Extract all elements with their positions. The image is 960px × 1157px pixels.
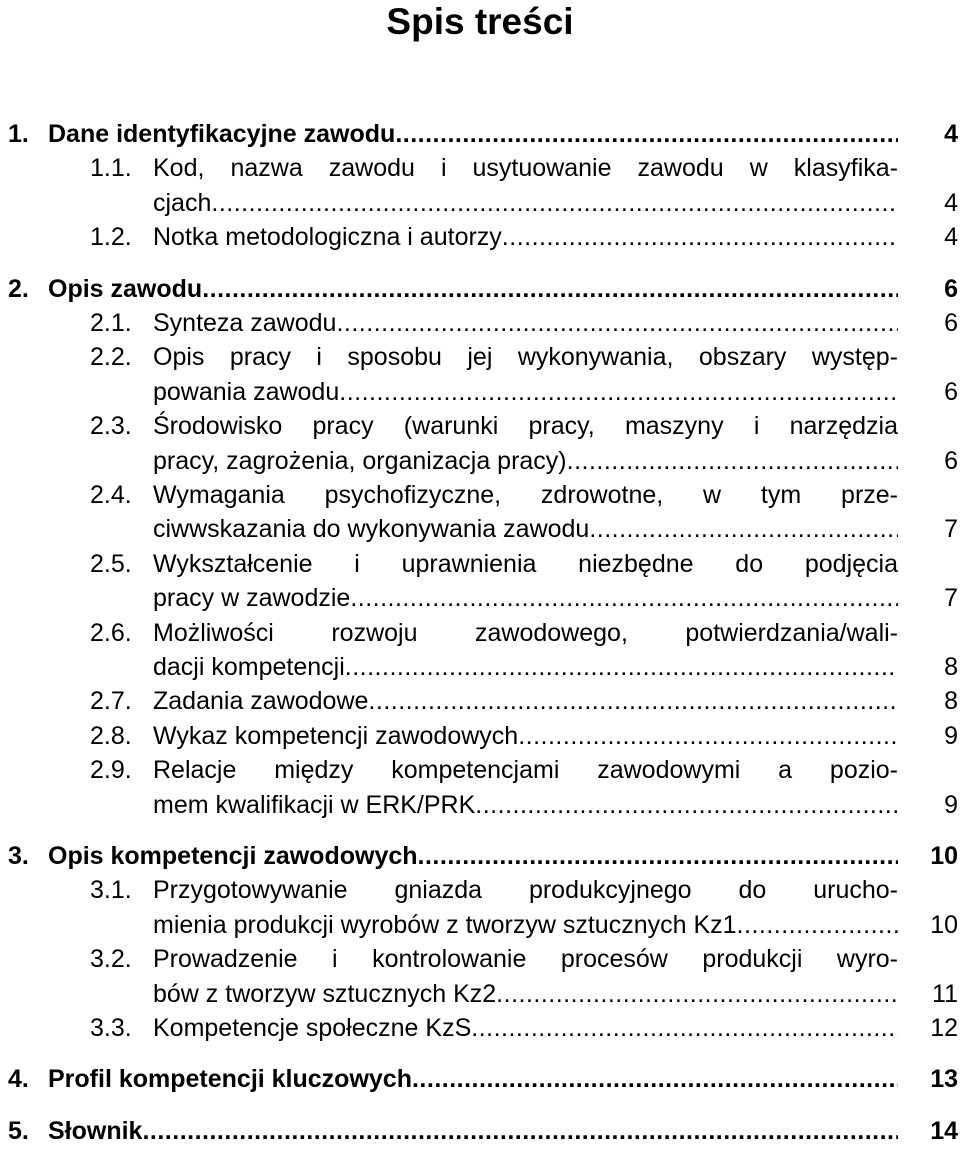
toc-entry-text: Relacje między kompetencjami zawodowymi a pozio- xyxy=(153,756,898,785)
toc-entry-number: 2. xyxy=(8,274,29,303)
toc-entry-number: 2.6. xyxy=(90,618,132,647)
toc-entry-title[interactable] xyxy=(153,219,898,255)
toc-page-number: 7 xyxy=(944,515,958,544)
dot-leader xyxy=(395,116,898,152)
toc-entry-number: 2.1. xyxy=(90,309,132,337)
toc-entry-text: pracy w zawodzie xyxy=(153,584,351,613)
toc-page-number: 7 xyxy=(944,584,958,613)
toc-subsection-line xyxy=(0,546,960,582)
toc-subsection-line xyxy=(0,941,960,977)
toc-entry-number: 3.3. xyxy=(90,1014,132,1042)
dot-leader xyxy=(518,718,898,754)
toc-subsection-line xyxy=(0,580,960,616)
dot-leader xyxy=(567,443,898,479)
toc-entry-number: 4. xyxy=(8,1065,29,1094)
toc-page-number: 13 xyxy=(930,1065,958,1094)
toc-subsection-line xyxy=(0,752,960,788)
toc-section-line xyxy=(0,838,960,874)
toc-page-number: 8 xyxy=(944,653,958,681)
dot-leader xyxy=(412,1061,898,1097)
page-title: Spis treści xyxy=(386,1,574,42)
toc-section-line xyxy=(0,116,960,152)
toc-subsection-line xyxy=(0,511,960,547)
toc-entry-number: 2.3. xyxy=(90,412,132,441)
toc-entry-number: 2.5. xyxy=(90,549,132,578)
toc-section-line xyxy=(0,1061,960,1097)
toc-subsection-line xyxy=(0,408,960,444)
toc-page-number: 8 xyxy=(944,687,958,716)
toc-page-number: 9 xyxy=(944,790,958,819)
toc-entry-title[interactable] xyxy=(153,1010,898,1046)
toc-entry-title[interactable] xyxy=(153,580,898,616)
toc-entry-text: Opis zawodu xyxy=(48,274,203,303)
dot-leader xyxy=(345,649,898,685)
toc-page-number: 6 xyxy=(944,377,958,406)
dot-leader xyxy=(368,683,898,719)
toc-entry-number: 3.2. xyxy=(90,945,132,974)
toc-entry-number: 2.4. xyxy=(90,481,132,509)
toc-entry-text: Kompetencje społeczne KzS xyxy=(153,1014,472,1042)
toc-entry-text: Opis kompetencji zawodowych xyxy=(48,842,418,870)
toc-entry-text: Przygotowywanie gniazda produkcyjnego do urucho- xyxy=(153,876,898,905)
toc-entry-number: 3.1. xyxy=(90,876,132,905)
toc-entry-number: 1. xyxy=(8,120,29,148)
toc-subsection-line xyxy=(0,649,960,685)
toc-entry-text: mem kwalifikacji w ERK/PRK xyxy=(153,790,476,819)
toc-entry-title[interactable] xyxy=(48,1113,898,1149)
dot-leader xyxy=(475,787,898,823)
dot-leader xyxy=(589,511,898,547)
toc-entry-title[interactable] xyxy=(153,907,898,943)
toc-subsection-line xyxy=(0,1010,960,1046)
dot-leader xyxy=(471,1010,898,1046)
toc-entry-text: dacji kompetencji xyxy=(153,653,345,681)
toc-subsection-line xyxy=(0,150,960,186)
toc-entry-title[interactable] xyxy=(153,511,898,547)
toc-section-line xyxy=(0,1113,960,1149)
toc-entry-title[interactable] xyxy=(153,976,898,1012)
toc-page-number: 4 xyxy=(944,188,958,217)
toc-entry-text: bów z tworzyw sztucznych Kz2 xyxy=(153,979,497,1008)
toc-entry-title[interactable] xyxy=(153,374,898,410)
toc-page-number: 6 xyxy=(944,274,958,303)
toc-subsection-line xyxy=(0,872,960,908)
toc-section-line xyxy=(0,271,960,307)
dot-leader xyxy=(142,1113,898,1149)
toc-page-number: 9 xyxy=(944,721,958,750)
toc-entry-title[interactable] xyxy=(153,185,898,221)
toc-entry-text: Słownik xyxy=(48,1116,143,1145)
toc-entry-text: pracy, zagrożenia, organizacja pracy) xyxy=(153,446,567,475)
toc-subsection-line xyxy=(0,976,960,1012)
toc-page-number: 6 xyxy=(944,446,958,475)
toc-entry-number: 2.7. xyxy=(90,687,132,716)
toc-page-number: 4 xyxy=(944,223,958,252)
dot-leader xyxy=(339,374,898,410)
dot-leader xyxy=(211,185,898,221)
toc-entry-number: 5. xyxy=(8,1116,29,1145)
toc-entry-text: Profil kompetencji kluczowych xyxy=(48,1065,412,1094)
toc-entry-text: Wykształcenie i uprawnienia niezbędne do podjęcia xyxy=(153,549,898,578)
toc-subsection-line xyxy=(0,787,960,823)
toc-subsection-line xyxy=(0,443,960,479)
toc-page-number: 11 xyxy=(932,979,958,1008)
dot-leader xyxy=(737,907,898,943)
toc-subsection-line xyxy=(0,683,960,719)
dot-leader xyxy=(496,976,898,1012)
toc-entry-number: 3. xyxy=(8,842,29,870)
toc-entry-number: 2.2. xyxy=(90,343,132,372)
toc-entry-title[interactable] xyxy=(153,683,898,719)
toc-subsection-line xyxy=(0,477,960,513)
toc-entry-text: Wymagania psychofizyczne, zdrowotne, w tym prze- xyxy=(153,481,898,509)
toc-page-number: 10 xyxy=(930,842,958,870)
toc-subsection-line xyxy=(0,185,960,221)
toc-entry-number: 2.9. xyxy=(90,756,132,785)
dot-leader xyxy=(336,305,898,341)
toc-entry-title[interactable] xyxy=(153,443,898,479)
toc-entry-text: mienia produkcji wyrobów z tworzyw sztucznych Kz1 xyxy=(153,910,737,939)
dot-leader xyxy=(418,838,898,874)
toc-entry-text: Zadania zawodowe xyxy=(153,687,369,716)
dot-leader xyxy=(202,271,898,307)
toc-entry-title[interactable] xyxy=(153,305,898,341)
toc-page-number: 12 xyxy=(930,1014,958,1042)
toc-page-number: 4 xyxy=(944,120,958,148)
toc-entry-text: Możliwości rozwoju zawodowego, potwierdzania/wali- xyxy=(153,618,898,647)
toc-entry-title[interactable] xyxy=(153,649,898,685)
toc-entry-title[interactable] xyxy=(153,718,898,754)
toc-entry-text: Kod, nazwa zawodu i usytuowanie zawodu w klasyfika- xyxy=(153,154,898,183)
toc-entry-title[interactable] xyxy=(48,116,898,152)
toc-entry-number: 2.8. xyxy=(90,721,132,750)
toc-entry-text: Dane identyfikacyjne zawodu xyxy=(48,120,396,148)
toc-subsection-line xyxy=(0,615,960,651)
toc-entry-text: Środowisko pracy (warunki pracy, maszyny i narzędzia xyxy=(153,412,898,441)
toc-entry-text: Synteza zawodu xyxy=(153,309,337,337)
dot-leader xyxy=(502,219,898,255)
toc-subsection-line xyxy=(0,718,960,754)
toc-entry-title[interactable] xyxy=(48,838,898,874)
toc-subsection-line xyxy=(0,219,960,255)
toc-entry-number: 1.1. xyxy=(90,154,132,183)
toc-entry-text: cjach xyxy=(153,188,212,217)
toc-entry-title[interactable] xyxy=(48,1061,898,1097)
toc-entry-text: ciwwskazania do wykonywania zawodu xyxy=(153,515,590,544)
toc-entry-text: Notka metodologiczna i autorzy xyxy=(153,223,502,252)
toc-subsection-line xyxy=(0,374,960,410)
toc-entry-title[interactable] xyxy=(48,271,898,307)
toc-entry-number: 1.2. xyxy=(90,223,132,252)
toc-subsection-line xyxy=(0,907,960,943)
toc-entry-text: Wykaz kompetencji zawodowych xyxy=(153,721,519,750)
toc-entry-title[interactable] xyxy=(153,787,898,823)
toc-entry-text: Prowadzenie i kontrolowanie procesów produkcji wyro- xyxy=(153,945,898,974)
toc-page-number: 14 xyxy=(930,1116,958,1145)
toc-subsection-line xyxy=(0,305,960,341)
dot-leader xyxy=(350,580,898,616)
toc-entry-text: powania zawodu xyxy=(153,377,340,406)
toc-entry-text: Opis pracy i sposobu jej wykonywania, obszary występ- xyxy=(153,343,898,372)
toc-page-number: 6 xyxy=(944,309,958,337)
toc-subsection-line xyxy=(0,339,960,375)
toc-page-number: 10 xyxy=(930,910,958,939)
